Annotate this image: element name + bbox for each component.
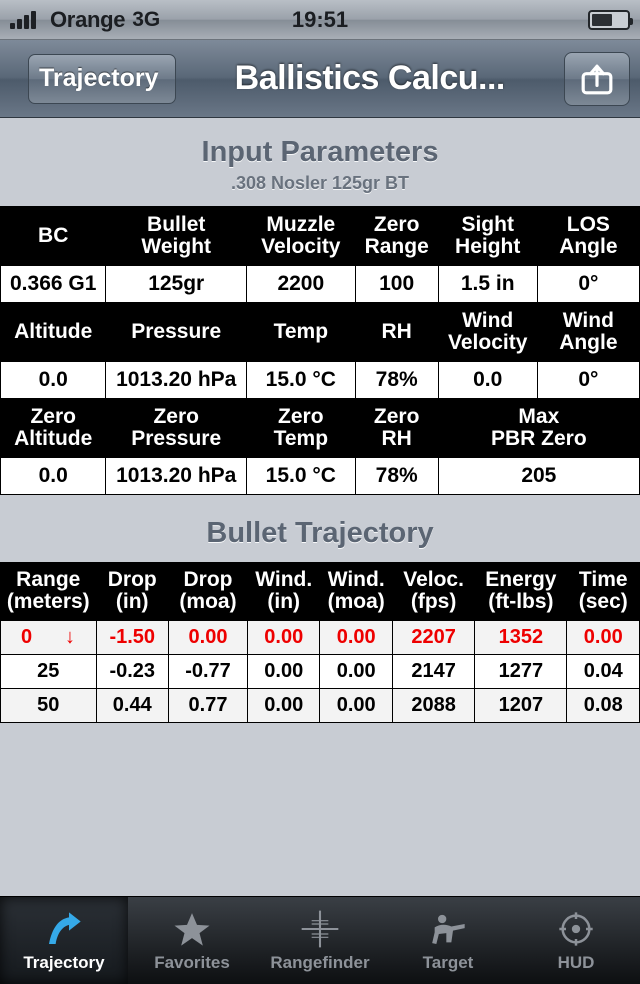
tab-label: HUD [557,952,595,972]
input-header-row [1,207,640,266]
trajectory-header-cell: Wind. (moa) [320,563,392,620]
trajectory-header-cell: Wind. (in) [248,563,320,620]
input-value-cell: 78% [355,458,438,495]
input-value-cell: 0° [537,266,639,303]
zero-marker-icon: ↓ [64,625,75,648]
trajectory-cell: -1.50 [96,620,168,654]
input-value-cell: 1013.20 hPa [106,458,247,495]
trajectory-cell: 1207 [475,688,567,722]
input-header-cell: Pressure [106,303,247,362]
back-button[interactable] [28,54,176,104]
bullet-trajectory-table [0,562,640,722]
input-value-row [1,362,640,399]
star-icon [172,909,212,949]
trajectory-header-cell: Drop (in) [96,563,168,620]
input-header-cell: Temp [247,303,356,362]
input-header-cell: RH [355,303,438,362]
tab-rangefinder[interactable] [256,897,384,984]
share-icon [580,62,614,96]
trajectory-cell: 2088 [392,688,474,722]
input-value-cell: 0.0 [438,362,537,399]
input-header-cell: Muzzle Velocity [247,207,356,266]
page-title: Ballistics Calcu... [234,59,505,97]
input-value-row [1,458,640,495]
input-header-cell: Wind Velocity [438,303,537,362]
trajectory-range-cell: 25 [1,654,97,688]
tab-label: Target [422,952,474,972]
tab-favorites[interactable] [128,897,256,984]
trajectory-cell: 0.00 [248,654,320,688]
trajectory-cell: 0.00 [567,620,640,654]
input-header-cell: Altitude [1,303,106,362]
status-bar-clock: 19:51 [291,6,349,32]
input-value-cell: 0.366 G1 [1,266,106,303]
input-value-cell: 0° [537,362,639,399]
back-button-label: Trajectory [39,64,159,92]
input-value-cell: 0.0 [1,458,106,495]
navigation-bar [0,40,640,118]
trajectory-section-title: Bullet Trajectory [206,517,434,550]
input-section-title: Input Parameters [201,136,439,168]
trajectory-cell: 1352 [475,620,567,654]
trajectory-row[interactable] [1,654,640,688]
trajectory-header-cell: Range (meters) [1,563,97,620]
input-value-cell: 15.0 °C [247,458,356,495]
input-value-cell: 15.0 °C [247,362,356,399]
tab-label: Trajectory [23,952,105,972]
trajectory-row[interactable] [1,620,640,654]
trajectory-range-cell: 50 [1,688,97,722]
trajectory-cell: 0.00 [320,688,392,722]
input-section-subtitle: .308 Nosler 125gr BT [230,173,410,193]
trajectory-cell: 0.00 [248,620,320,654]
input-value-cell: 1013.20 hPa [106,362,247,399]
input-value-cell: 1.5 in [438,266,537,303]
trajectory-cell: 0.00 [168,620,247,654]
trajectory-cell: -0.23 [96,654,168,688]
input-value-cell: 2200 [247,266,356,303]
crosshair-icon [300,909,340,949]
carrier-label: Orange [50,6,126,32]
trajectory-arrow-icon [44,909,84,949]
input-header-cell: Zero Temp [247,399,356,458]
input-header-row [1,303,640,362]
input-value-cell: 78% [355,362,438,399]
tab-label: Favorites [154,952,230,972]
input-header-cell: Zero Pressure [106,399,247,458]
network-type-label: 3G [132,7,161,31]
input-value-row [1,266,640,303]
trajectory-range-cell: 0 ↓ [1,620,97,654]
tab-bar [0,896,640,984]
tab-hud[interactable] [512,897,640,984]
input-value-cell: 205 [438,458,639,495]
trajectory-cell: 0.44 [96,688,168,722]
trajectory-cell: 2207 [392,620,474,654]
input-header-cell: Max PBR Zero [438,399,639,458]
trajectory-cell: -0.77 [168,654,247,688]
trajectory-cell: 0.77 [168,688,247,722]
input-header-cell: Zero Range [355,207,438,266]
hud-circle-icon [556,909,596,949]
input-value-cell: 125gr [106,266,247,303]
trajectory-header-cell: Time (sec) [567,563,640,620]
input-header-cell: LOS Angle [537,207,639,266]
trajectory-header-row [1,563,640,620]
trajectory-cell: 0.00 [320,620,392,654]
trajectory-cell: 0.00 [320,654,392,688]
input-header-row [1,399,640,458]
trajectory-cell: 0.00 [248,688,320,722]
input-value-cell: 0.0 [1,362,106,399]
input-parameters-table [0,206,640,495]
tab-trajectory[interactable] [0,897,128,984]
input-header-cell: Bullet Weight [106,207,247,266]
input-header-cell: BC [1,207,106,266]
trajectory-cell: 0.08 [567,688,640,722]
tab-label: Rangefinder [270,952,370,972]
status-bar [0,0,640,40]
share-button[interactable] [564,52,630,106]
input-value-cell: 100 [355,266,438,303]
trajectory-cell: 0.04 [567,654,640,688]
trajectory-cell: 2147 [392,654,474,688]
input-header-cell: Wind Angle [537,303,639,362]
trajectory-header-cell: Energy (ft-lbs) [475,563,567,620]
input-header-cell: Zero Altitude [1,399,106,458]
input-header-cell: Sight Height [438,207,537,266]
shooter-icon [428,909,468,949]
trajectory-row[interactable] [1,688,640,722]
main-content [0,118,640,896]
battery-icon [588,10,630,30]
trajectory-header-cell: Drop (moa) [168,563,247,620]
trajectory-header-cell: Veloc. (fps) [392,563,474,620]
trajectory-cell: 1277 [475,654,567,688]
input-header-cell: Zero RH [355,399,438,458]
tab-target[interactable] [384,897,512,984]
